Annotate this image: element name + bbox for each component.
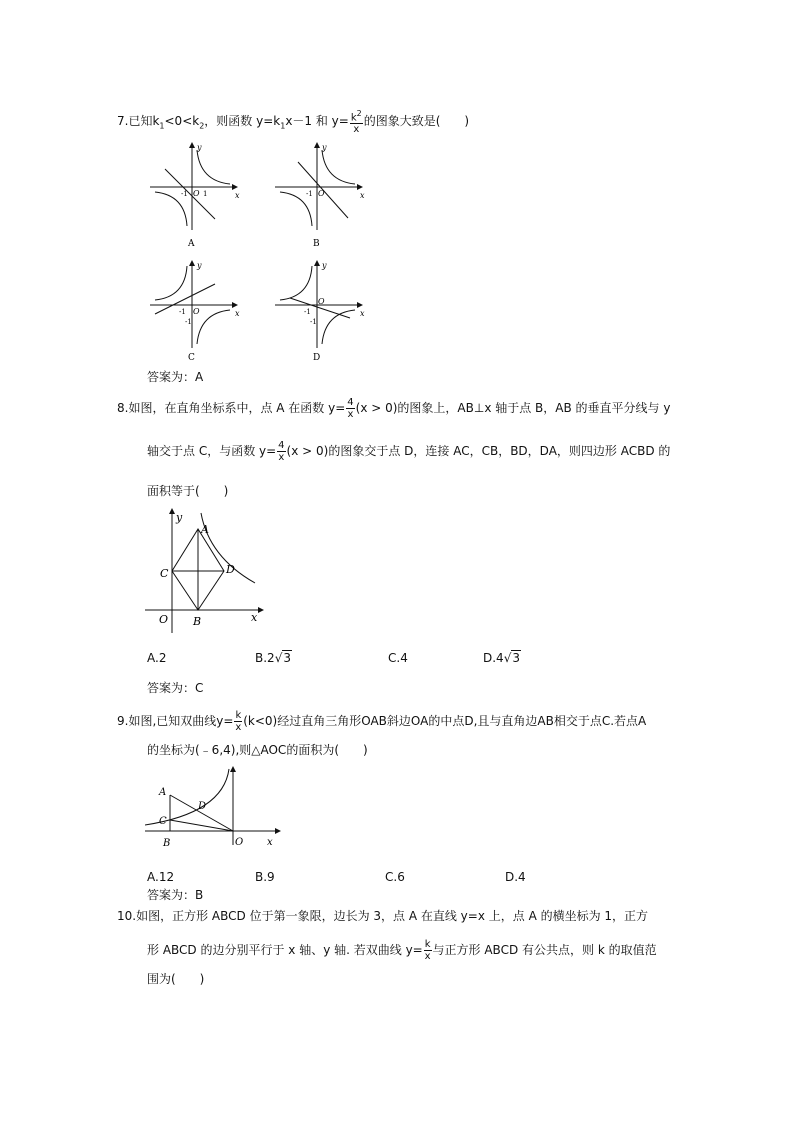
q9-answer: 答案为：B [147,888,204,902]
q8-option-a: A.2 [147,651,167,665]
q8-fraction-2: $\frac{4}{x}$ [278,440,285,463]
svg-text:D: D [198,801,207,812]
svg-text:y: y [176,511,183,524]
q8-option-c: C.4 [388,651,408,665]
q7-graph-b [275,143,362,230]
svg-text:x: x [235,191,240,200]
q8-line3: 面积等于( ) [147,484,229,498]
q7-graph-options [145,138,385,368]
svg-text:y: y [322,261,327,270]
q7-label-a: A [188,239,195,249]
q10-line3: 围为( ) [147,972,205,986]
svg-text:B: B [163,838,171,849]
svg-text:x: x [267,837,273,848]
q7-label-c: C [188,353,195,363]
q8-answer: 答案为：C [147,681,204,695]
svg-text:O: O [235,837,244,848]
svg-text:y: y [322,143,327,152]
svg-text:-1: -1 [181,190,188,198]
q7-graph-a [150,143,237,230]
q10-line1: 10.如图，正方形 ABCD 位于第一象限，边长为 3，点 A 在直线 y=x 上，点 A 的横坐标为 1，正方 [117,909,649,923]
svg-text:D: D [226,563,235,576]
svg-text:C: C [160,567,169,580]
svg-text:1: 1 [203,190,208,198]
svg-text:-1: -1 [310,318,317,326]
q7-label-d: D [313,353,321,363]
q8-fraction-1: $\frac{4}{x}$ [347,397,354,420]
svg-text:A: A [201,523,209,536]
q8-line1: 8.如图，在直角坐标系中，点 A 在函数 y= $\frac{4}{x}$ (x > 0)的图象上，AB⊥x 轴于点 B，AB 的垂直平分线与 y [117,397,671,420]
svg-text:x: x [251,611,258,624]
q9-option-a: A.12 [147,870,175,884]
svg-text:A: A [159,787,167,798]
svg-text:O: O [318,189,325,198]
q8-option-b: B.2√3 [255,651,291,665]
q8-option-d: D.4√3 [483,651,520,665]
q10-fraction: $\frac{k}{x}$ [424,939,431,962]
q8-line2: 轴交于点 C，与函数 y= $\frac{4}{x}$ (x > 0)的图象交于点 D，连接 AC，CB，BD，DA，则四边形 ACBD 的 [147,440,671,463]
q7-answer: 答案为：A [147,370,204,384]
svg-text:C: C [159,816,167,827]
svg-text:x: x [360,309,365,318]
q7-fraction: $\frac{k^2}{x}$ [350,109,362,136]
q7-stem: 7.已知$k_1<0<k_2$，则函数 $y=k_1x-1$ 和 y= $\frac{k^2}{x}$ 的图象大致是( ) [117,109,470,136]
q10-line2: 形 ABCD 的边分别平行于 x 轴、y 轴. 若双曲线 y= $\frac{k}{x}$ 与正方形 ABCD 有公共点，则 k 的取值范 [147,939,657,962]
svg-text:O: O [193,307,200,316]
q7-graph-c [150,261,237,348]
q7-label-b: B [313,239,320,249]
q9-option-c: C.6 [385,870,405,884]
svg-text:x: x [360,191,365,200]
svg-text:y: y [197,143,202,152]
svg-text:-1: -1 [179,308,186,316]
q9-line2: 的坐标为(﹣6,4),则△AOC的面积为( ) [147,743,368,757]
svg-text:O: O [193,189,200,198]
svg-text:-1: -1 [306,190,313,198]
svg-text:-1: -1 [185,318,192,326]
q9-fraction: $\frac{k}{x}$ [235,710,242,733]
svg-text:x: x [235,309,240,318]
q9-line1: 9.如图,已知双曲线y= $\frac{k}{x}$ (k<0)经过直角三角形OAB斜边OA的中点D,且与直角边AB相交于点C.若点A [117,710,647,733]
q9-option-b: B.9 [255,870,275,884]
svg-text:y: y [197,261,202,270]
q9-option-d: D.4 [505,870,526,884]
q8-figure [145,505,270,633]
svg-text:O: O [318,297,325,306]
svg-text:O: O [159,613,169,626]
svg-text:-1: -1 [304,308,311,316]
svg-text:B: B [193,615,202,628]
q9-figure [145,765,285,850]
